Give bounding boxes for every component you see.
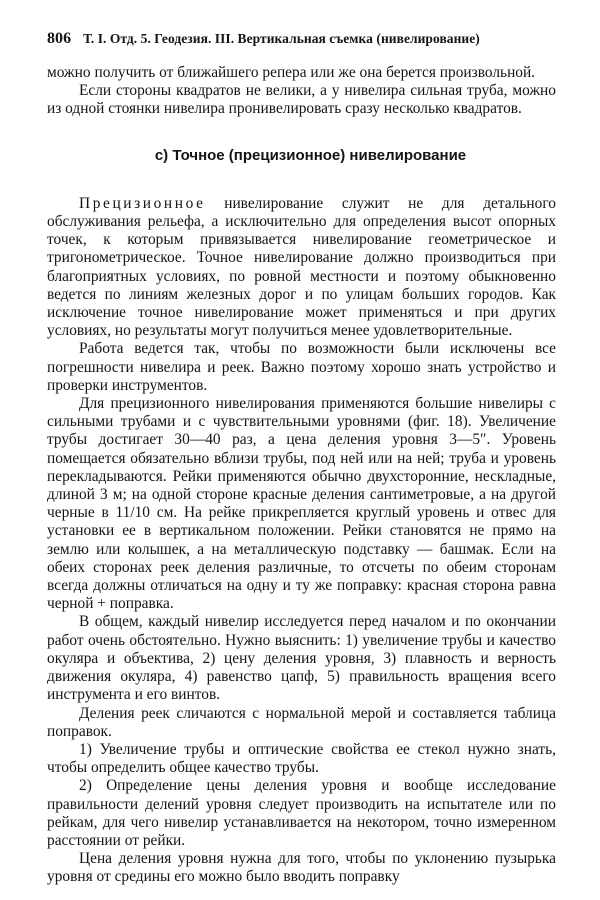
running-title: Т. I. Отд. 5. Геодезия. III. Вертикальная съемка (нивелирование) [83, 31, 480, 46]
paragraph: 2) Определение цены деления уровня и вообще исследование правильности делений уровня следует производить на испытателе или по рейкам, для чего нивелир устанавливается на некотором, точно измеренном расстоянии от рейки. [47, 777, 556, 849]
section-heading: с) Точное (прецизионное) нивелирование [154, 146, 467, 164]
paragraph: 1) Увеличение трубы и оптические свойства ее стекол нужно знать, чтобы определить общее качество трубы. [47, 740, 556, 777]
paragraph: Работа ведется так, чтобы по возможности были исключены все погрешности нивелира и реек. Важно поэтому хорошо знать устройство и проверки инструментов. [47, 340, 556, 394]
body-text [47, 64, 556, 887]
paragraph: Если стороны квадратов не велики, а у нивелира сильная труба, можно из одной стоянки нивелира пронивелировать сразу несколько квадратов. [47, 82, 556, 118]
running-header [47, 30, 556, 48]
paragraph: В общем, каждый нивелир исследуется перед началом и по окончании работ очень обстоятельно. Нужно выяснить: 1) увеличение трубы и качество окуляра и объектива, 2) цену деления уровня, 3) плавность и верность движения окуляра, 4) равенство цапф, 5) правильность вращения всего инструмента и его винтов. [47, 613, 556, 704]
paragraph: Цена деления уровня нужна для того, чтобы по уклонению пузырька уровня от средины его можно было вводить поправку [47, 850, 556, 886]
paragraph: Для прецизионного нивелирования применяются большие нивелиры с сильными трубами и с чувствительными уровнями (фиг. 18). Увеличение трубы достигает 30—40 раз, а цена деления уровня 3—5″. Уровень помещается обязательно вблизи трубы, под ней или на ней; труба и уровень перекладываются. Рейки применяются обычно двухсторонние, нескладные, длиной 3 м; на одной стороне красные деления сантиметровые, а на другой черные в 11/10 см. На рейке прикрепляется круглый уровень и отвес для установки ее в вертикальном положении. Рейки становятся не прямо на землю или колышек, а на металлическую подставку — башмак. Если на обеих сторонах реек деления различные, то отсчеты по обеим сторонам всегда должны отличаться на одну и ту же поправку: красная сторона равна черной + поправка. [47, 395, 556, 613]
paragraph: можно получить от ближайшего репера или же она берется произвольной. [47, 64, 536, 81]
paragraph: Деления реек сличаются с нормальной мерой и составляется таблица поправок. [47, 704, 556, 740]
paragraph [47, 195, 556, 341]
page-number: 806 [47, 30, 72, 47]
paragraph-text: нивелирование служит не для детального обслуживания рельефа, а исключительно для определения высот опорных точек, к которым привязывается нивелирование геометрическое и тригонометрическое. Точное нивелирование должно производиться при благоприятных условиях, по ровной местности и поэтому обыкновенно ведется по линиям железных дорог и по улицам больших городов. Как исключение точное нивелирование может применяться и при других условиях, но результаты могут получиться менее удовлетворительные. [47, 194, 556, 340]
lead-word: Прецизионное [79, 194, 206, 212]
